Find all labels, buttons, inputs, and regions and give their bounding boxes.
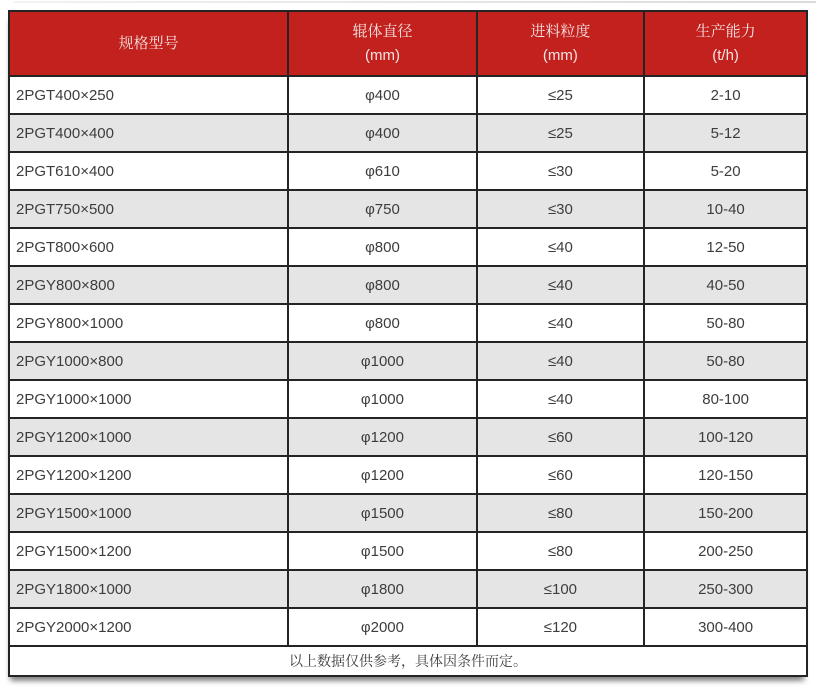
cell-diameter: φ1200 [288,456,476,494]
cell-capacity: 150-200 [644,494,807,532]
cell-diameter: φ1200 [288,418,476,456]
cell-feed-size: ≤25 [477,76,645,114]
col-header-diameter-unit: (mm) [364,46,400,64]
table-row [9,418,807,456]
table-row [9,228,807,266]
cell-feed-size: ≤120 [477,608,645,646]
cell-feed-size: ≤40 [477,266,645,304]
cell-model: 2PGT800×600 [9,228,288,266]
cell-model: 2PGT610×400 [9,152,288,190]
cell-feed-size: ≤60 [477,456,645,494]
cell-feed-size: ≤30 [477,152,645,190]
cell-model: 2PGY1000×800 [9,342,288,380]
cell-diameter: φ400 [288,76,476,114]
col-header-capacity-unit: (t/h) [712,46,739,64]
table-row [9,152,807,190]
cell-feed-size: ≤40 [477,304,645,342]
cell-diameter: φ800 [288,228,476,266]
table-row [9,190,807,228]
cell-diameter: φ800 [288,266,476,304]
cell-feed-size: ≤30 [477,190,645,228]
cell-feed-size: ≤60 [477,418,645,456]
cell-diameter: φ1800 [288,570,476,608]
cell-capacity: 80-100 [644,380,807,418]
cell-capacity: 5-12 [644,114,807,152]
table-row [9,266,807,304]
cell-capacity: 100-120 [644,418,807,456]
cell-capacity: 5-20 [644,152,807,190]
col-header-capacity [644,11,807,76]
footer-note: 以上数据仅供参考，具体因条件而定。 [9,646,807,676]
cell-capacity: 300-400 [644,608,807,646]
cell-capacity: 50-80 [644,342,807,380]
cell-feed-size: ≤25 [477,114,645,152]
table-row [9,494,807,532]
col-header-model [9,11,288,76]
spec-table [8,10,808,677]
cell-diameter: φ1000 [288,342,476,380]
col-header-capacity-label: 生产能力 [695,22,756,40]
footer-row [9,646,807,676]
cell-feed-size: ≤100 [477,570,645,608]
spec-table-container [8,10,808,677]
col-header-diameter [288,11,476,76]
cell-model: 2PGY1500×1200 [9,532,288,570]
cell-diameter: φ750 [288,190,476,228]
cell-diameter: φ1500 [288,494,476,532]
cell-feed-size: ≤40 [477,228,645,266]
cell-diameter: φ1500 [288,532,476,570]
cell-model: 2PGT750×500 [9,190,288,228]
cell-model: 2PGY1200×1000 [9,418,288,456]
table-row [9,532,807,570]
table-row [9,456,807,494]
cell-capacity: 50-80 [644,304,807,342]
table-row [9,380,807,418]
table-row [9,608,807,646]
table-body [9,76,807,646]
table-footer [9,646,807,676]
cell-capacity: 2-10 [644,76,807,114]
cell-model: 2PGY1500×1000 [9,494,288,532]
cell-model: 2PGY1000×1000 [9,380,288,418]
col-header-feed-size-unit: (mm) [542,46,578,64]
table-row [9,570,807,608]
cell-diameter: φ1000 [288,380,476,418]
cell-capacity: 200-250 [644,532,807,570]
cell-model: 2PGY1800×1000 [9,570,288,608]
cell-diameter: φ610 [288,152,476,190]
cell-diameter: φ800 [288,304,476,342]
cell-feed-size: ≤40 [477,380,645,418]
col-header-diameter-label: 辊体直径 [352,22,413,40]
cell-diameter: φ2000 [288,608,476,646]
top-edge-line [14,1,816,3]
col-header-model-label: 规格型号 [118,34,179,52]
cell-capacity: 120-150 [644,456,807,494]
cell-capacity: 40-50 [644,266,807,304]
cell-model: 2PGY2000×1200 [9,608,288,646]
header-row [9,11,807,76]
cell-feed-size: ≤40 [477,342,645,380]
cell-capacity: 250-300 [644,570,807,608]
cell-model: 2PGT400×400 [9,114,288,152]
table-header [9,11,807,76]
table-row [9,342,807,380]
cell-diameter: φ400 [288,114,476,152]
cell-model: 2PGY1200×1200 [9,456,288,494]
table-row [9,114,807,152]
cell-feed-size: ≤80 [477,494,645,532]
cell-feed-size: ≤80 [477,532,645,570]
cell-model: 2PGY800×800 [9,266,288,304]
table-row [9,76,807,114]
col-header-feed-size-label: 进料粒度 [530,22,591,40]
cell-model: 2PGY800×1000 [9,304,288,342]
cell-capacity: 12-50 [644,228,807,266]
table-row [9,304,807,342]
col-header-feed-size [477,11,645,76]
cell-capacity: 10-40 [644,190,807,228]
cell-model: 2PGT400×250 [9,76,288,114]
